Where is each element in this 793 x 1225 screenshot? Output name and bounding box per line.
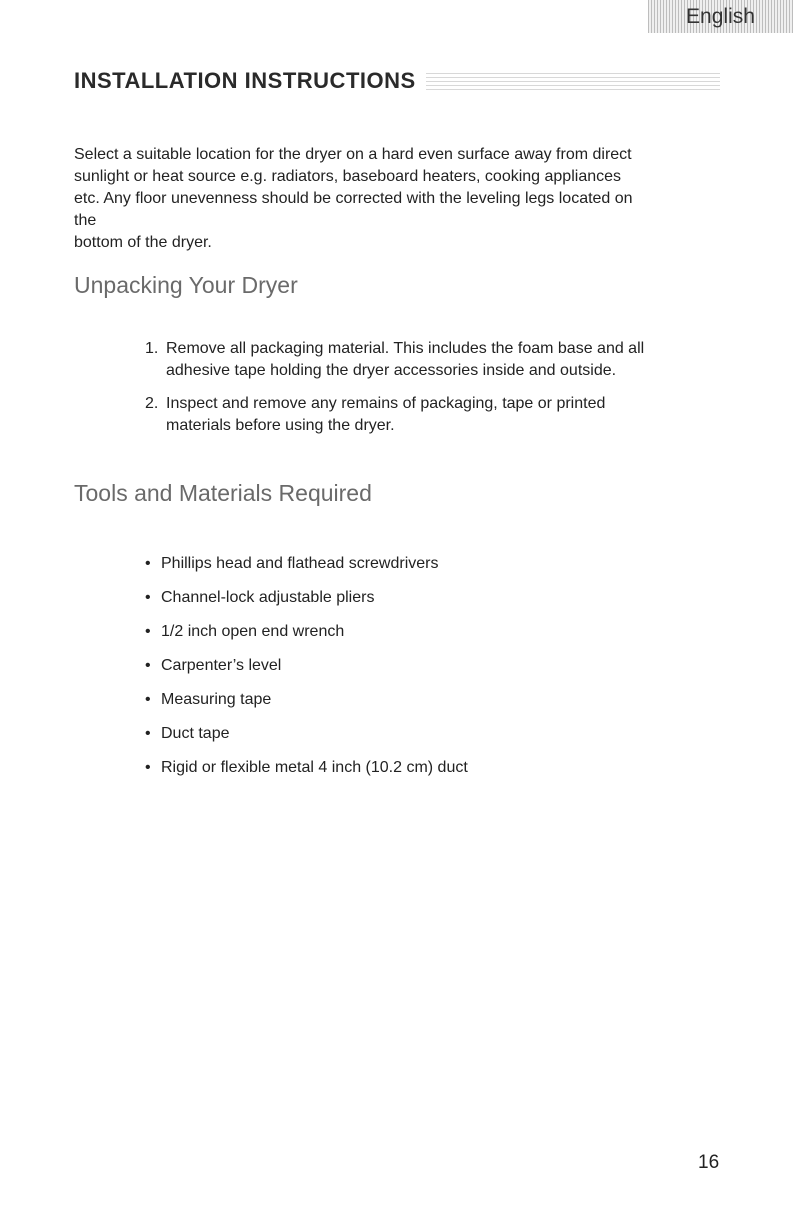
page-number: 16 [698,1152,720,1173]
bullet-icon: • [145,623,151,640]
tool-label: Phillips head and flathead screwdrivers [161,555,439,572]
intro-line: sunlight or heat source e.g. radiators, baseboard heaters, cooking appliances [74,168,622,185]
list-item [145,757,735,791]
step-line: Remove all packaging material. This includes the foam base and all [166,340,645,357]
tool-label: Measuring tape [161,691,272,708]
intro-paragraph [74,144,734,254]
title-rule [426,72,720,90]
step-line: materials before using the dryer. [166,417,395,434]
bullet-icon: • [145,657,151,674]
list-item [145,553,735,587]
step-line: Inspect and remove any remains of packaging, tape or printed [166,395,606,412]
bullet-icon: • [145,555,151,572]
bullet-icon: • [145,589,151,606]
tools-list [145,553,735,791]
intro-line: Select a suitable location for the dryer on a hard even surface away from direct [74,146,632,163]
unpacking-heading: Unpacking Your Dryer [74,272,298,298]
page-title: INSTALLATION INSTRUCTIONS [74,68,416,93]
list-item [145,655,735,689]
step-number: 1. [145,340,159,357]
list-item [145,621,735,655]
tools-heading: Tools and Materials Required [74,480,372,506]
list-item [145,723,735,757]
bullet-icon: • [145,759,151,776]
tool-label: 1/2 inch open end wrench [161,623,345,640]
unpacking-steps [145,338,735,448]
tool-label: Carpenter’s level [161,657,282,674]
intro-line: etc. Any floor unevenness should be corrected with the leveling legs located on [74,190,633,207]
tool-label: Channel-lock adjustable pliers [161,589,375,606]
step-item [145,393,735,437]
step-line: adhesive tape holding the dryer accessories inside and outside. [166,362,617,379]
language-tab: English [648,0,793,33]
intro-line: bottom of the dryer. [74,234,212,251]
tool-label: Duct tape [161,725,230,742]
step-number: 2. [145,395,159,412]
list-item [145,587,735,621]
bullet-icon: • [145,691,151,708]
step-item [145,338,735,382]
title-row [74,68,720,94]
tool-label: Rigid or flexible metal 4 inch (10.2 cm) duct [161,759,468,776]
bullet-icon: • [145,725,151,742]
intro-line: the [74,212,97,229]
list-item [145,689,735,723]
